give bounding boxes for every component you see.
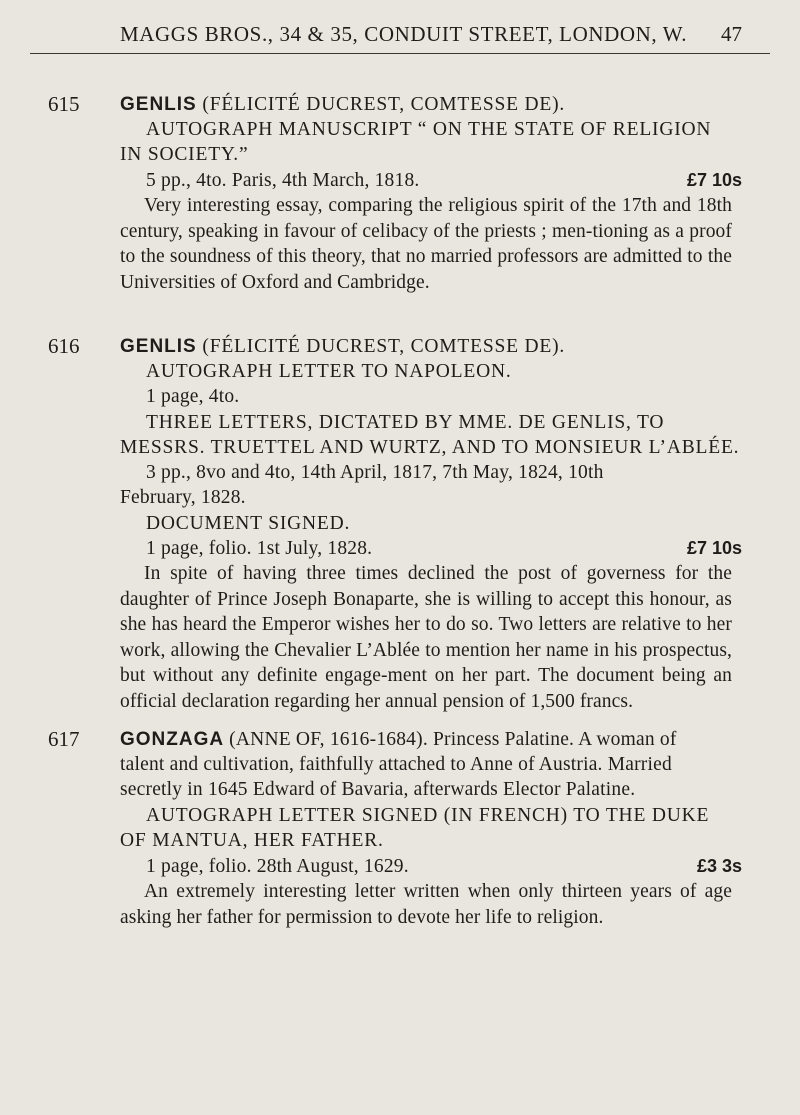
item-title-line-1: AUTOGRAPH MANUSCRIPT “ ON THE STATE OF RELIGION <box>146 119 712 140</box>
item-details: 5 pp., 4to. Paris, 4th March, 1818. <box>146 170 420 191</box>
item-title-line-2: OF MANTUA, HER FATHER. <box>120 830 384 851</box>
author-details: (FÉLICITÉ DUCREST, COMTESSE DE). <box>196 94 566 115</box>
author-details: (FÉLICITÉ DUCREST, COMTESSE DE). <box>196 336 566 357</box>
item-title-line-2: MESSRS. TRUETTEL AND WURTZ, AND TO MONSIEUR L’ABLÉE. <box>120 437 740 458</box>
lot-description: Very interesting essay, comparing the religious spirit of the 17th and 18th century, speaking in favour of celibacy of the priests ; men-tioning as a proof to the soundness of this theory, that no married professors are admitted to the Universities of Oxford and Cambridge. <box>120 195 732 293</box>
biography-line-3: secretly in 1645 Edward of Bavaria, afterwards Elector Palatine. <box>120 779 636 800</box>
lot-title <box>120 334 565 359</box>
item-details-line-1: 3 pp., 8vo and 4to, 14th April, 1817, 7th May, 1824, 10th <box>146 462 604 483</box>
lot-description: An extremely interesting letter written when only thirteen years of age asking her father for permission to devote her life to religion. <box>120 881 732 928</box>
item-details: 1 page, folio. 1st July, 1828. <box>146 538 373 559</box>
lot-description: In spite of having three times declined the post of governess for the daughter of Prince Joseph Bonaparte, she is willing to accept this honour, as she has heard the Emperor wishes her to do so. Two letters are relative to her work, allowing the Chevalier L’Ablée to mention her name in his prospectus, but without any definite engage-ment on her part. The document being an official declaration regarding her annual pension of 1,500 francs. <box>120 563 732 712</box>
header-text: MAGGS BROS., 34 & 35, CONDUIT STREET, LONDON, W. <box>120 22 688 46</box>
lot-number: 616 <box>48 334 80 358</box>
item-title: DOCUMENT SIGNED. <box>146 513 351 534</box>
item-title: AUTOGRAPH LETTER TO NAPOLEON. <box>146 361 512 382</box>
item-title-line-1: THREE LETTERS, DICTATED BY MME. DE GENLIS, TO <box>146 412 665 433</box>
lot-title <box>120 92 565 117</box>
author-name: GONZAGA <box>120 729 225 750</box>
item-details-line-2: February, 1828. <box>120 487 246 508</box>
author-name: GENLIS <box>120 94 197 115</box>
lot-number: 617 <box>48 727 80 751</box>
item-title-line-2: IN SOCIETY.” <box>120 144 249 165</box>
price: £3 3s <box>696 856 742 876</box>
price: £7 10s <box>686 538 742 558</box>
page-number: 47 <box>721 22 742 46</box>
item-details: 1 page, folio. 28th August, 1629. <box>146 856 409 877</box>
price: £7 10s <box>686 170 742 190</box>
lot-number: 615 <box>48 92 80 116</box>
item-title-line-1: AUTOGRAPH LETTER SIGNED (IN FRENCH) TO THE DUKE <box>146 805 710 826</box>
biography-line-2: talent and cultivation, faithfully attached to Anne of Austria. Married <box>120 754 672 775</box>
item-details: 1 page, 4to. <box>146 386 240 407</box>
author-details: (ANNE OF, 1616-1684). Princess Palatine. A woman of <box>224 729 677 750</box>
header-rule <box>30 53 770 54</box>
lot-title <box>120 727 677 752</box>
page-header <box>0 0 800 58</box>
author-name: GENLIS <box>120 336 197 357</box>
